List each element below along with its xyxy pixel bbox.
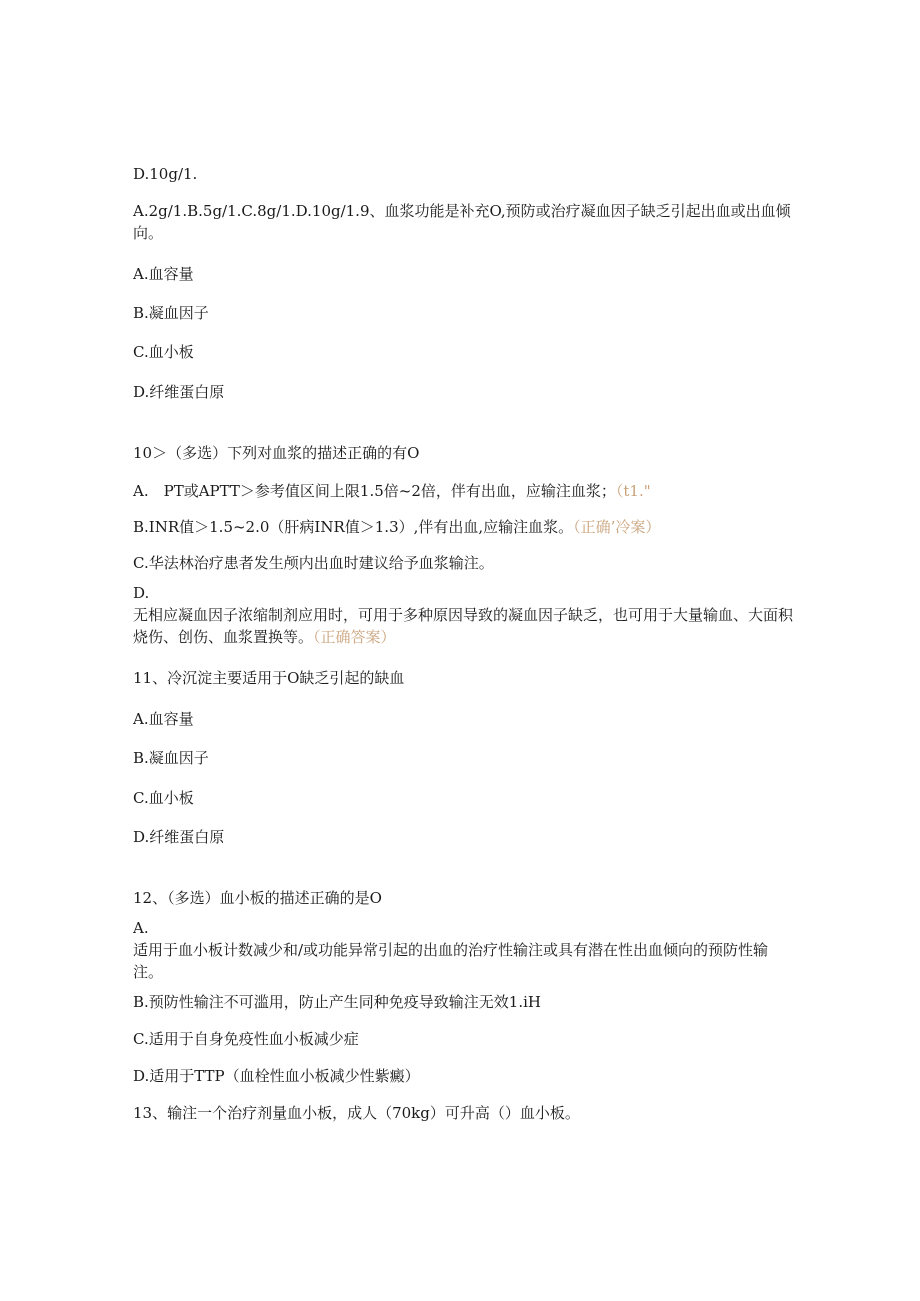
option-line	[133, 939, 793, 983]
option-line	[133, 1028, 793, 1050]
option-text: 无相应凝血因子浓缩制剂应用时，可用于多种原因导致的凝血因子缺乏，也可用于大量输血、大面积烧伤、创伤、血浆置换等。	[133, 606, 794, 646]
option-text: C.血小板	[133, 343, 194, 361]
question-text: A.2g/1.B.5g/1.C.8g/1.D.10g/1.9、血浆功能是补充O,预防或治疗凝血因子缺乏引起出血或出血倾向。	[133, 202, 791, 242]
option-line	[133, 1065, 793, 1087]
option-text: B.INR值＞1.5~2.0（肝病INR值＞1.3）,伴有出血,应输注血浆。	[133, 518, 574, 536]
answer-mark: （t1."	[615, 482, 651, 500]
option-line	[133, 302, 793, 324]
question-text: 10＞（多选）下列对血浆的描述正确的有O	[133, 444, 420, 462]
option-text: C.血小板	[133, 789, 194, 807]
option-text: 适用于血小板计数减少和/或功能异常引起的出血的治疗性输注或具有潜在性出血倾向的预防性输注。	[133, 941, 769, 981]
answer-mark: （正确’冷案）	[573, 518, 661, 536]
option-line	[133, 163, 793, 185]
option-line	[133, 917, 793, 939]
option-line	[133, 747, 793, 769]
option-text: D.	[133, 584, 150, 602]
option-text: B.凝血因子	[133, 749, 209, 767]
option-line	[133, 582, 793, 604]
option-text: A.	[133, 919, 149, 937]
option-line	[133, 604, 793, 648]
question-line	[133, 887, 793, 909]
option-line	[133, 826, 793, 848]
question-line	[133, 667, 793, 689]
question-text: 11、冷沉淀主要适用于O缺乏引起的缺血	[133, 669, 405, 687]
option-text: D.纤维蛋白原	[133, 828, 225, 846]
question-text: 13、输注一个治疗剂量血小板，成人（70kg）可升高（）血小板。	[133, 1104, 580, 1122]
option-text: A. PT或APTT＞参考值区间上限1.5倍~2倍，伴有出血，应输注血浆；	[133, 482, 616, 500]
option-line	[133, 991, 793, 1013]
option-text: C.适用于自身免疫性血小板减少症	[133, 1030, 359, 1048]
option-line	[133, 381, 793, 403]
option-text: D.10g/1.	[133, 165, 198, 183]
option-line	[133, 552, 793, 574]
question-text: 12、（多选）血小板的描述正确的是O	[133, 889, 382, 907]
question-line	[133, 1102, 793, 1124]
option-text: B.凝血因子	[133, 304, 209, 322]
question-line	[133, 442, 793, 464]
question-line	[133, 200, 793, 244]
option-line	[133, 708, 793, 730]
option-text: A.血容量	[133, 710, 194, 728]
option-line	[133, 480, 793, 502]
option-line	[133, 787, 793, 809]
option-text: A.血容量	[133, 265, 194, 283]
option-text: D.纤维蛋白原	[133, 383, 225, 401]
option-text: D.适用于TTP（血栓性血小板减少性紫癜）	[133, 1067, 420, 1085]
answer-mark: （正确答案）	[313, 628, 396, 646]
option-line	[133, 341, 793, 363]
option-line	[133, 516, 793, 538]
option-text: B.预防性输注不可滥用，防止产生同种免疫导致输注无效1.iH	[133, 993, 541, 1011]
option-text: C.华法林治疗患者发生颅内出血时建议给予血浆输注。	[133, 554, 494, 572]
option-line	[133, 263, 793, 285]
